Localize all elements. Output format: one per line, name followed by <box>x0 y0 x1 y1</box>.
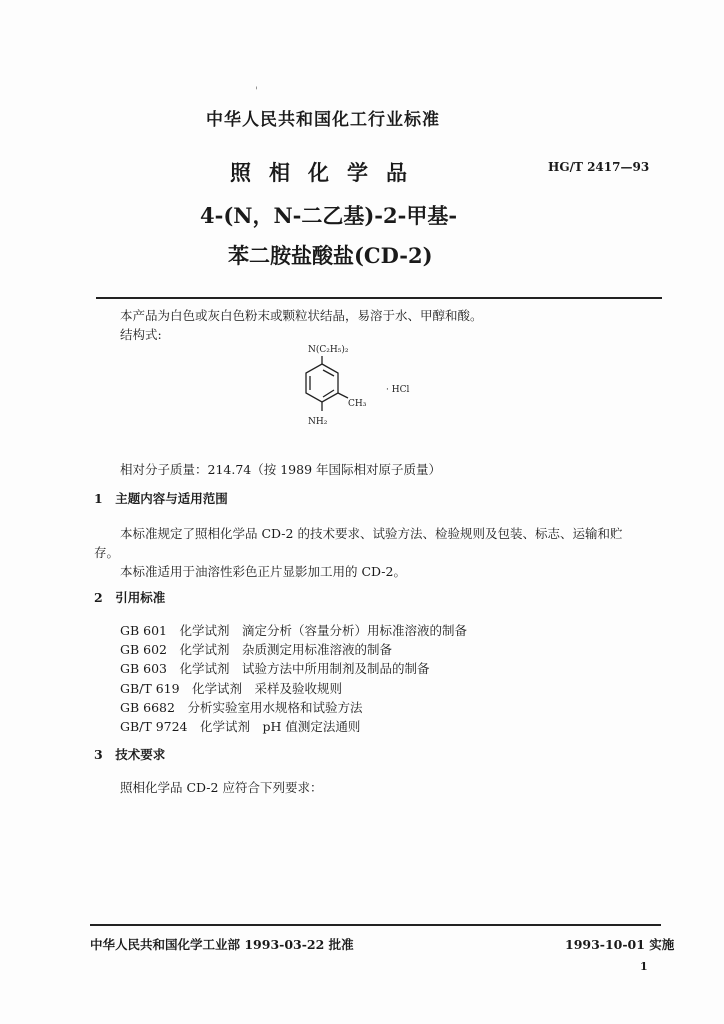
implementation-date: 1993-10-01 实施 <box>565 937 675 952</box>
footer-divider <box>90 924 661 926</box>
reference-item: GB 6682 分析实验室用水规格和试验方法 <box>120 700 363 715</box>
formula-top-group: N(C₂H₅)₂ <box>308 345 349 355</box>
formula-side-group: CH₃ <box>348 399 367 409</box>
header-divider <box>96 297 662 299</box>
section1-paragraph2: 本标准适用于油溶性彩色正片显影加工用的 CD-2。 <box>120 564 406 579</box>
section3-heading: 3 技术要求 <box>94 747 166 762</box>
structural-formula-diagram <box>280 335 440 440</box>
standard-code: HG/T 2417—93 <box>548 160 650 174</box>
stray-mark: ' <box>255 86 258 97</box>
section1-heading: 1 主题内容与适用范围 <box>94 491 228 506</box>
page-title-line3: 苯二胺盐酸盐(CD-2) <box>228 243 433 268</box>
section1-paragraph1-line2: 存。 <box>94 545 120 560</box>
formula-salt: · HCl <box>386 385 410 395</box>
molecular-weight: 相对分子质量：214.74（按 1989 年国际相对原子质量） <box>120 462 441 477</box>
structure-label: 结构式: <box>120 327 162 342</box>
page-number: 1 <box>640 960 648 973</box>
standard-body-title: 中华人民共和国化工行业标准 <box>206 110 440 130</box>
section3-paragraph: 照相化学品 CD-2 应符合下列要求： <box>120 780 323 795</box>
section1-paragraph1-line1: 本标准规定了照相化学品 CD-2 的技术要求、试验方法、检验规则及包装、标志、运输和贮 <box>120 526 623 541</box>
approval-note: 中华人民共和国化学工业部 1993-03-22 批准 <box>90 937 354 952</box>
page-title-line2: 4-(N，N-二乙基)-2-甲基- <box>200 203 458 228</box>
section2-heading: 2 引用标准 <box>94 590 166 605</box>
reference-item: GB 602 化学试剂 杂质测定用标准溶液的制备 <box>120 642 393 657</box>
reference-item: GB 601 化学试剂 滴定分析（容量分析）用标准溶液的制备 <box>120 623 468 638</box>
product-description: 本产品为白色或灰白色粉末或颗粒状结晶，易溶于水、甲醇和酸。 <box>120 308 483 323</box>
benzene-ring <box>306 356 348 411</box>
page-title-line1: 照相化学品 <box>230 160 425 185</box>
formula-bottom-group: NH₂ <box>308 417 328 427</box>
reference-item: GB/T 619 化学试剂 采样及验收规则 <box>120 681 343 696</box>
reference-item: GB 603 化学试剂 试验方法中所用制剂及制品的制备 <box>120 661 430 676</box>
reference-item: GB/T 9724 化学试剂 pH 值测定法通则 <box>120 719 361 734</box>
